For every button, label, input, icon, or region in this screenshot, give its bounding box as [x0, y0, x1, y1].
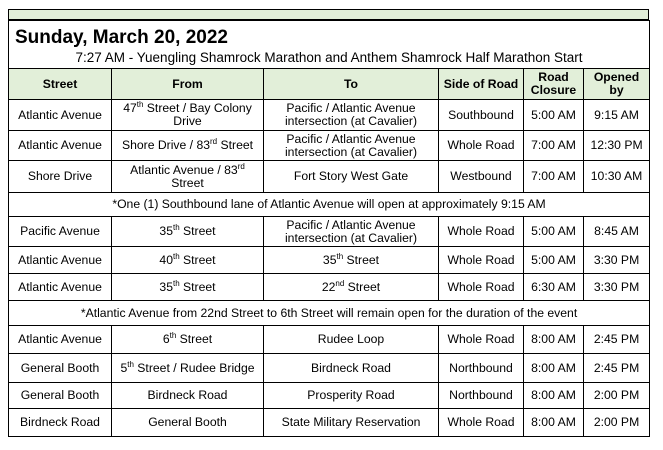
street-cell: Atlantic Avenue: [9, 326, 112, 354]
schedule-date: Sunday, March 20, 2022: [9, 21, 650, 50]
side-cell: Whole Road: [439, 217, 524, 247]
closure-cell: 5:00 AM: [524, 247, 584, 274]
column-header: Street: [9, 69, 112, 100]
from-cell: 5th Street / Rudee Bridge: [112, 354, 264, 383]
street-cell: Atlantic Avenue: [9, 274, 112, 301]
to-cell: 22nd Street: [264, 274, 439, 301]
table-row: [9, 161, 650, 193]
column-header: Side of Road: [439, 69, 524, 100]
table-row: [9, 100, 650, 131]
to-cell: Prosperity Road: [264, 383, 439, 409]
side-cell: Whole Road: [439, 247, 524, 274]
closure-cell: 8:00 AM: [524, 383, 584, 409]
street-cell: Atlantic Avenue: [9, 131, 112, 161]
from-cell: Shore Drive / 83rd Street: [112, 131, 264, 161]
opened-cell: 8:45 AM: [584, 217, 650, 247]
closure-cell: 5:00 AM: [524, 100, 584, 131]
table-row: [9, 409, 650, 437]
opened-cell: 2:45 PM: [584, 326, 650, 354]
from-cell: 40th Street: [112, 247, 264, 274]
to-cell: Rudee Loop: [264, 326, 439, 354]
column-header: Opened by: [584, 69, 650, 100]
street-cell: Shore Drive: [9, 161, 112, 193]
side-cell: Whole Road: [439, 274, 524, 301]
closure-cell: 8:00 AM: [524, 326, 584, 354]
side-cell: Whole Road: [439, 326, 524, 354]
table-body: [9, 100, 650, 437]
table-row: [9, 354, 650, 383]
street-cell: Birdneck Road: [9, 409, 112, 437]
closure-cell: 5:00 AM: [524, 217, 584, 247]
road-closure-table: [8, 20, 650, 437]
to-cell: State Military Reservation: [264, 409, 439, 437]
to-cell: Pacific / Atlantic Avenue intersection (at Cavalier): [264, 131, 439, 161]
from-cell: 35th Street: [112, 217, 264, 247]
schedule-subtitle: 7:27 AM - Yuengling Shamrock Marathon and Anthem Shamrock Half Marathon Start: [9, 49, 650, 69]
side-cell: Whole Road: [439, 131, 524, 161]
column-header: From: [112, 69, 264, 100]
note-text: *Atlantic Avenue from 22nd Street to 6th Street will remain open for the duration of the event: [9, 301, 650, 326]
table-row: [9, 131, 650, 161]
opened-cell: 9:15 AM: [584, 100, 650, 131]
from-cell: 6th Street: [112, 326, 264, 354]
table-row: [9, 217, 650, 247]
to-cell: Pacific / Atlantic Avenue intersection (at Cavalier): [264, 217, 439, 247]
table-row: [9, 247, 650, 274]
column-header: To: [264, 69, 439, 100]
table-row: [9, 274, 650, 301]
from-cell: Birdneck Road: [112, 383, 264, 409]
street-cell: General Booth: [9, 383, 112, 409]
closure-cell: 7:00 AM: [524, 161, 584, 193]
to-cell: Fort Story West Gate: [264, 161, 439, 193]
opened-cell: 10:30 AM: [584, 161, 650, 193]
opened-cell: 3:30 PM: [584, 247, 650, 274]
from-cell: 47th Street / Bay Colony Drive: [112, 100, 264, 131]
street-cell: General Booth: [9, 354, 112, 383]
street-cell: Atlantic Avenue: [9, 100, 112, 131]
closure-cell: 8:00 AM: [524, 409, 584, 437]
table-row: [9, 326, 650, 354]
from-cell: Atlantic Avenue / 83rd Street: [112, 161, 264, 193]
column-header: Road Closure: [524, 69, 584, 100]
from-cell: General Booth: [112, 409, 264, 437]
opened-cell: 2:45 PM: [584, 354, 650, 383]
side-cell: Westbound: [439, 161, 524, 193]
closure-cell: 7:00 AM: [524, 131, 584, 161]
side-cell: Southbound: [439, 100, 524, 131]
top-band: [8, 9, 649, 20]
opened-cell: 12:30 PM: [584, 131, 650, 161]
closure-cell: 8:00 AM: [524, 354, 584, 383]
to-cell: Pacific / Atlantic Avenue intersection (at Cavalier): [264, 100, 439, 131]
from-cell: 35th Street: [112, 274, 264, 301]
header-row: [9, 69, 650, 100]
to-cell: 35th Street: [264, 247, 439, 274]
note-text: *One (1) Southbound lane of Atlantic Avenue will open at approximately 9:15 AM: [9, 193, 650, 217]
street-cell: Atlantic Avenue: [9, 247, 112, 274]
side-cell: Northbound: [439, 383, 524, 409]
opened-cell: 3:30 PM: [584, 274, 650, 301]
opened-cell: 2:00 PM: [584, 383, 650, 409]
to-cell: Birdneck Road: [264, 354, 439, 383]
note-row: [9, 301, 650, 326]
street-cell: Pacific Avenue: [9, 217, 112, 247]
table-row: [9, 383, 650, 409]
opened-cell: 2:00 PM: [584, 409, 650, 437]
side-cell: Whole Road: [439, 409, 524, 437]
note-row: [9, 193, 650, 217]
side-cell: Northbound: [439, 354, 524, 383]
closure-cell: 6:30 AM: [524, 274, 584, 301]
